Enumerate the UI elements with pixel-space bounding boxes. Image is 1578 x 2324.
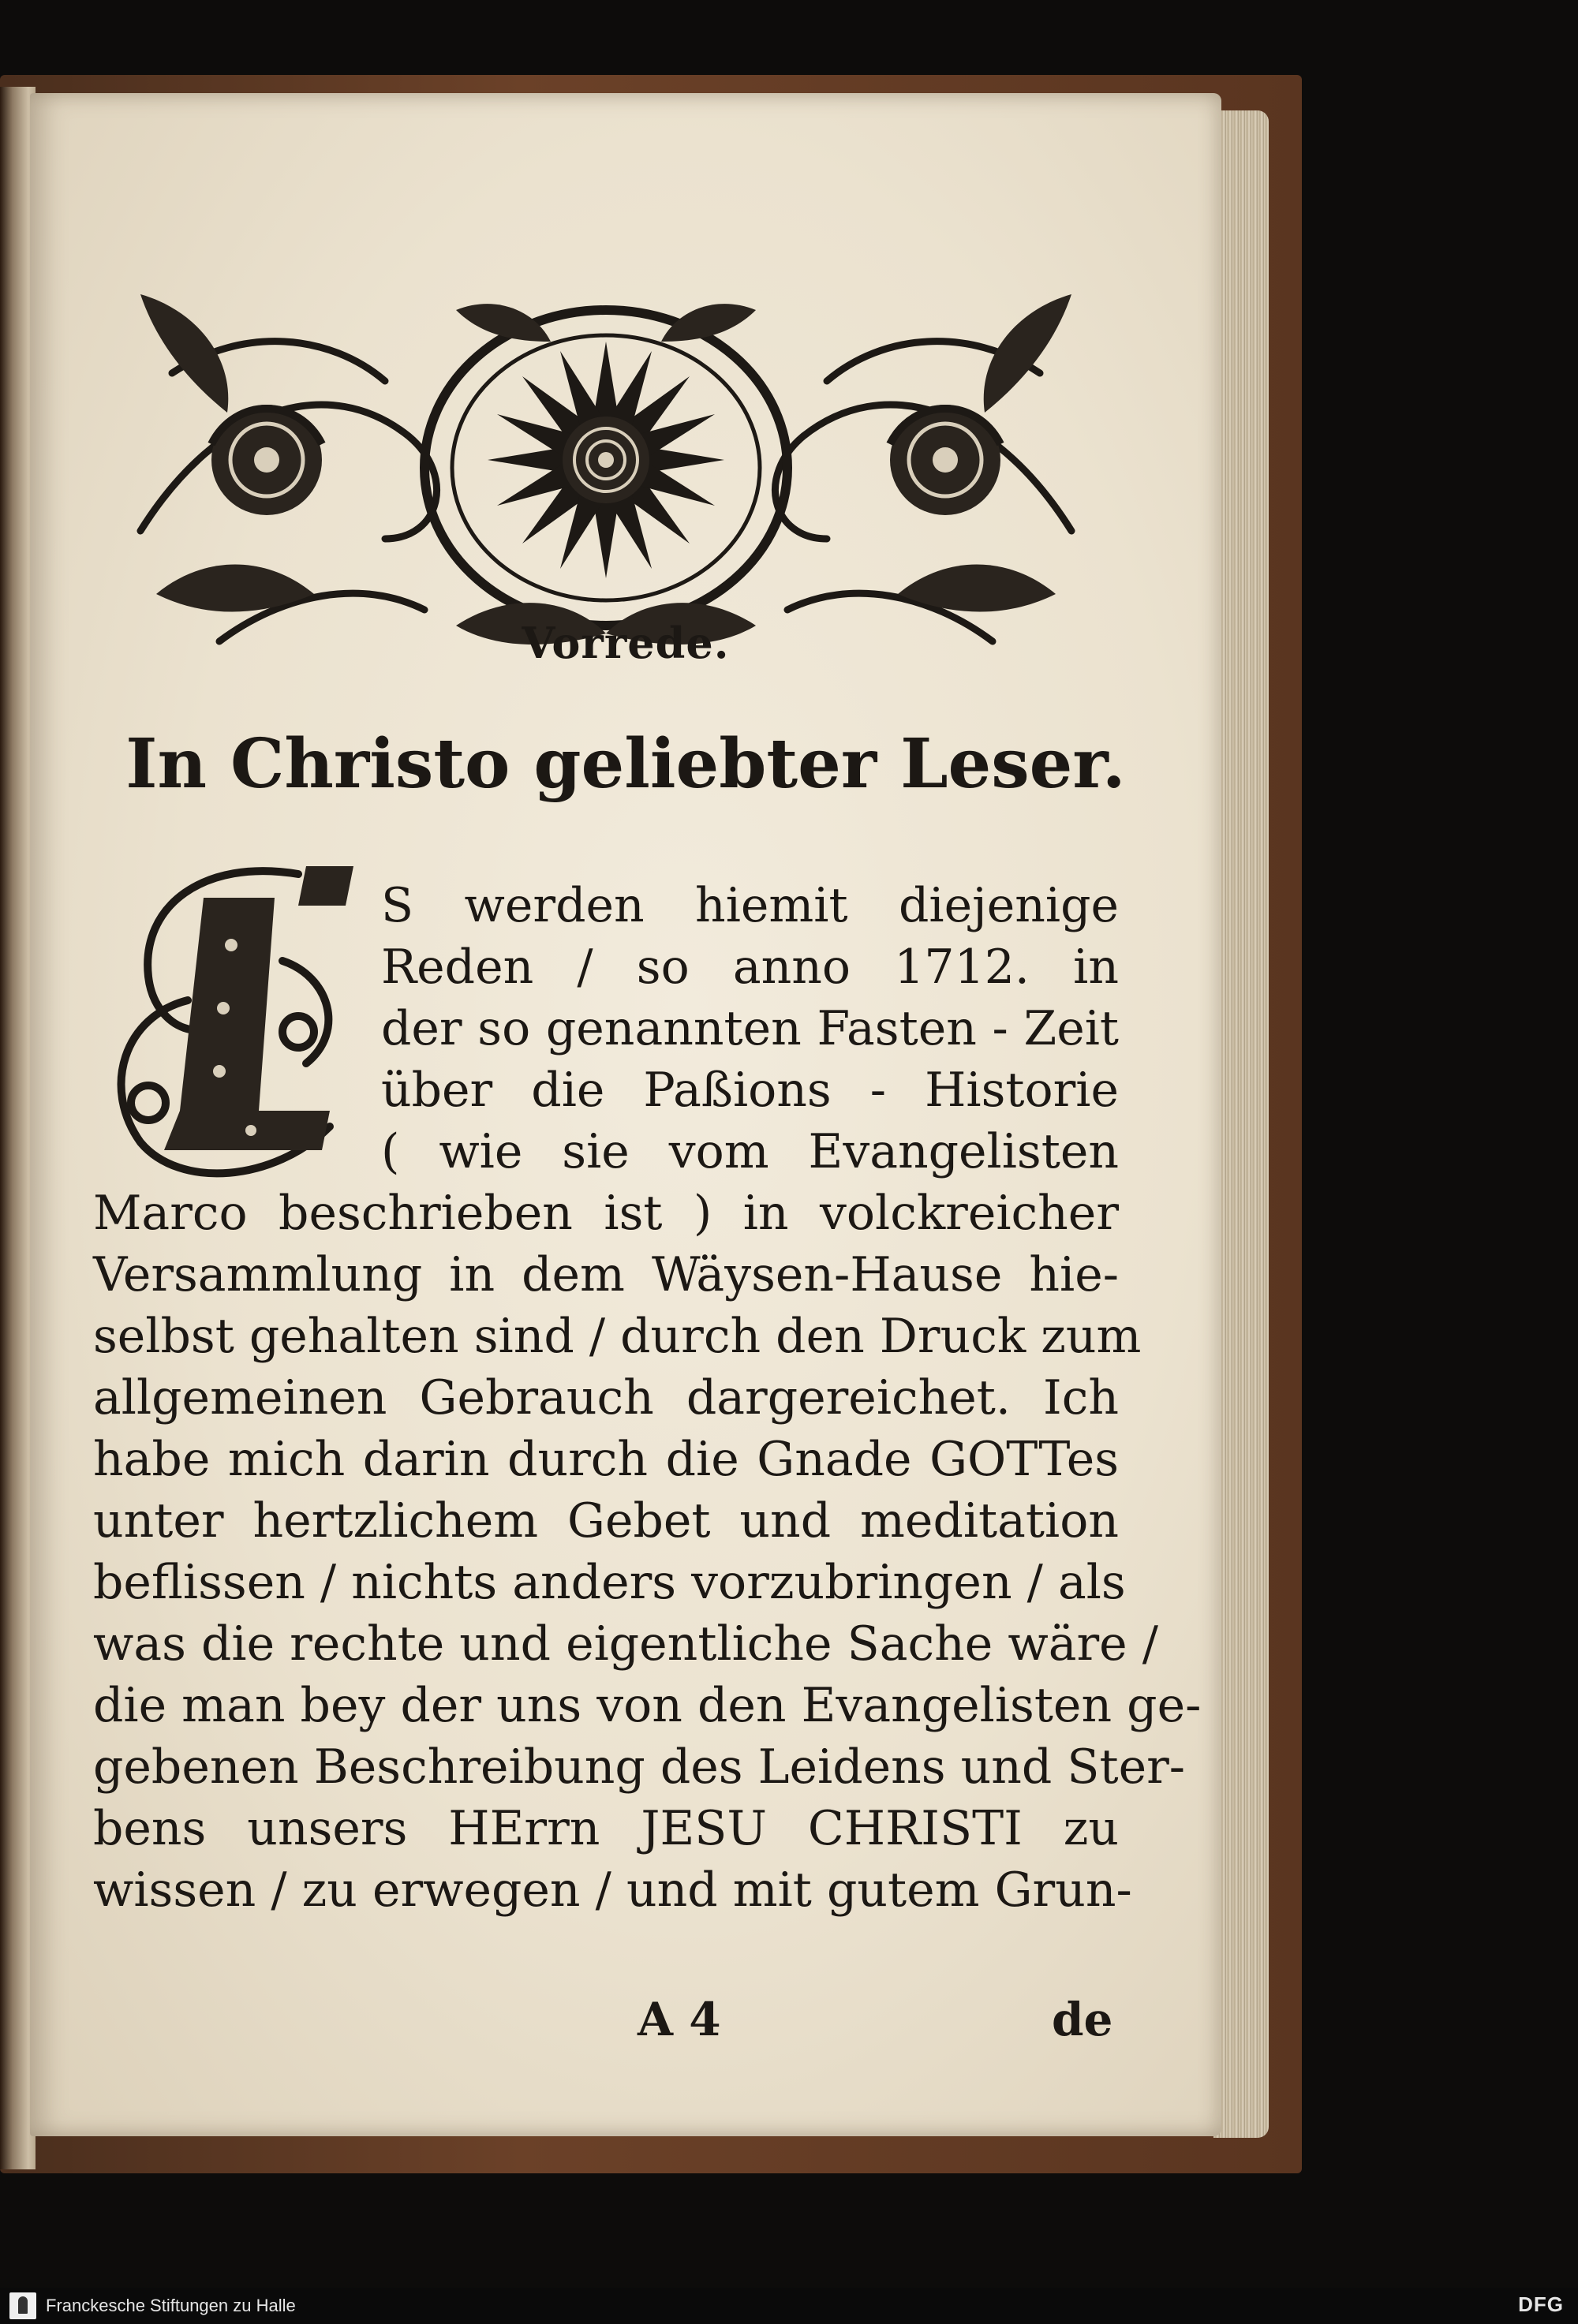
text-line: unter hertzlichem Gebet und meditation [93,1493,1119,1549]
text-line: habe mich darin durch die Gnade GOTTes [93,1432,1119,1487]
text-line: gebenen Beschreibung des Leidens und Ster- [93,1739,1186,1795]
floral-headpiece-icon [125,278,1087,657]
text-line: Marco beschrieben ist ) in volckreicher [93,1186,1119,1241]
text-line: der so genannten Fasten - Zeit [381,1001,1119,1056]
text-line: die man bey der uns von den Evangelisten ge- [93,1678,1202,1733]
text-line: S werden hiemit diejenige [381,878,1119,933]
dfg-logo: DFG [1518,2292,1564,2316]
text-line: beflissen / nichts anders vorzubringen / als [93,1555,1126,1610]
institution-logo-icon [9,2292,36,2319]
text-line: wissen / zu erwegen / und mit gutem Grun- [93,1863,1132,1918]
text-line: über die Paßions - Historie [381,1063,1119,1118]
text-line: Reden / so anno 1712. in [381,940,1119,995]
salutation: In Christo geliebter Leser. [125,724,1126,804]
decorated-initial-icon [93,850,361,1190]
page-edges [1213,110,1269,2138]
institution-name: Franckesche Stiftungen zu Halle [46,2296,296,2315]
text-line: allgemeinen Gebrauch dargereichet. Ich [93,1370,1119,1425]
text-line: bens unsers HErrn JESU CHRISTI zu [93,1801,1119,1856]
catchword: de [1052,1993,1113,2046]
text-line: was die rechte und eigentliche Sache wäre / [93,1616,1158,1672]
section-heading: Vorrede. [522,618,730,668]
signature-mark: A 4 [638,1993,721,2046]
text-line: ( wie sie vom Evangelisten [381,1124,1119,1179]
text-line: selbst gehalten sind / durch den Druck zum [93,1309,1142,1364]
text-line: Versammlung in dem Wäysen-Hause hie- [93,1247,1119,1302]
book-page [30,93,1221,2136]
